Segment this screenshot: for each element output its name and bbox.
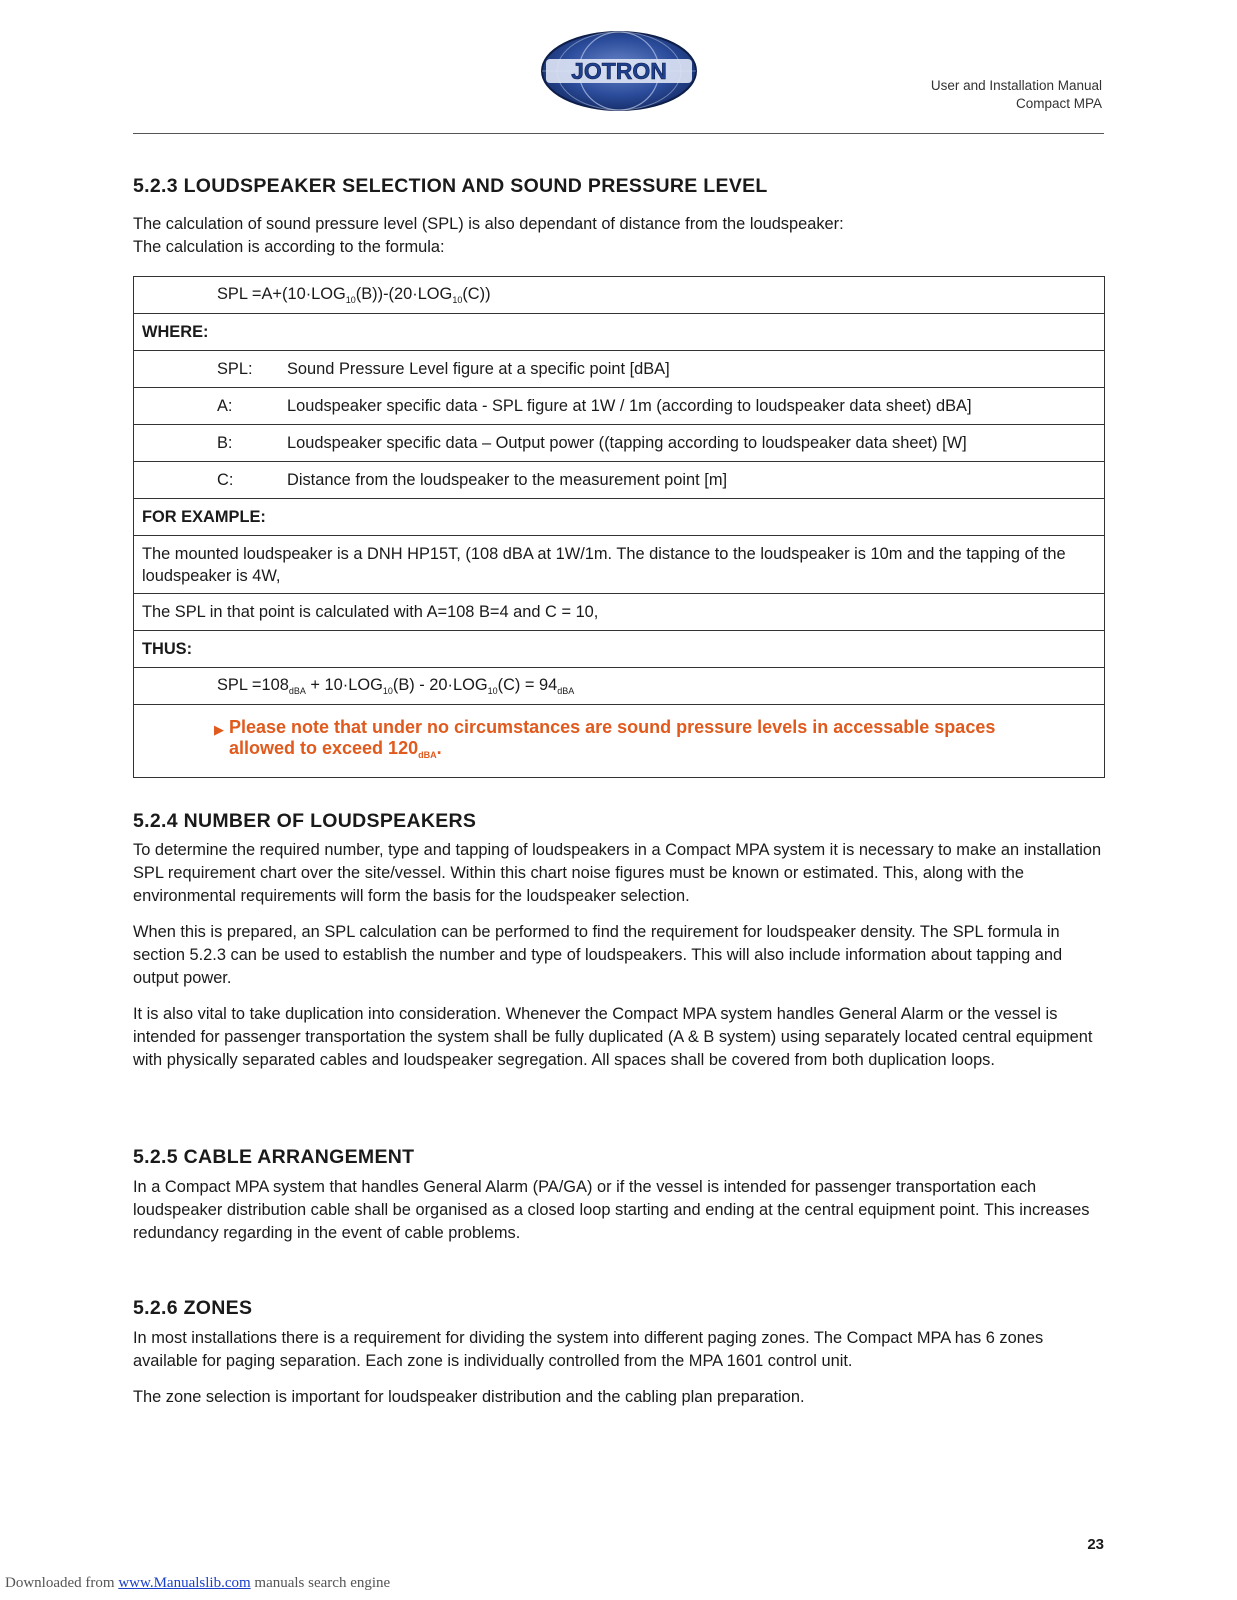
- arrow-right-icon: ▶: [214, 721, 224, 737]
- result-row: [134, 668, 1105, 705]
- page-number: 23: [1087, 1536, 1104, 1553]
- section-heading-524: 5.2.4 NUMBER OF LOUDSPEAKERS: [133, 810, 477, 832]
- footer-suffix: manuals search engine: [250, 1575, 391, 1591]
- section-524-para-3: It is also vital to take duplication into consideration. Whenever the Compact MPA system handles General Alarm or the vessel is intended for passenger transportation the system shall be fully duplicated (A & B system) using separately located central equipment with physically separated cables and loudspeaker segregation. All spaces shall be covered from both duplication loops.: [133, 1005, 1093, 1069]
- example-text-row: [134, 536, 1105, 594]
- section-526-para-1: In most installations there is a requirement for dividing the system into different paging zones. The Compact MPA has 6 zones available for paging separation. Each zone is individually controlled from the MPA 1601 control unit.: [133, 1329, 1044, 1370]
- logo-text: JOTRON: [571, 58, 667, 84]
- warning-line-2: allowed to exceed $120_{dBA}$.: [229, 737, 442, 760]
- product-name: Compact MPA: [1015, 95, 1102, 111]
- variable-row: [134, 425, 1105, 462]
- section-524-para-2: When this is prepared, an SPL calculation can be performed to find the requirement for loudspeaker density. The SPL formula in section 5.2.3 can be used to establish the number and type of loudspeakers. This will also include information about tapping and output power.: [133, 923, 1063, 987]
- where-label: WHERE:: [134, 314, 1105, 351]
- variable-row: [134, 462, 1105, 499]
- formula-row: [134, 277, 1105, 314]
- variable-row: [134, 351, 1105, 388]
- footer-prefix: Downloaded from: [5, 1575, 119, 1591]
- variable-name: A:: [217, 396, 233, 415]
- section-heading-523: 5.2.3 LOUDSPEAKER SELECTION AND SOUND PRESSURE LEVEL: [133, 175, 768, 197]
- section-525-para-1: In a Compact MPA system that handles General Alarm (PA/GA) or if the vessel is intended for passenger transportation each loudspeaker distribution cable shall be organised as a closed loop starting and ending at the central equipment point. This increases redundancy regarding in the event of cable problems.: [133, 1178, 1090, 1242]
- example-calc-row: [134, 594, 1105, 631]
- variable-desc: Loudspeaker specific data – Output power ((tapping according to loudspeaker data sheet) [W]: [287, 433, 967, 452]
- spl-formula-table: [133, 276, 1105, 778]
- variable-name: B:: [217, 433, 233, 452]
- variable-desc: Distance from the loudspeaker to the measurement point [m]: [287, 470, 728, 489]
- section-526-para-2: The zone selection is important for loudspeaker distribution and the cabling plan preparation.: [133, 1388, 805, 1406]
- footer-watermark: [5, 1575, 390, 1592]
- variable-desc: Loudspeaker specific data - SPL figure at 1W / 1m (according to loudspeaker data sheet) dBA]: [287, 396, 972, 415]
- section-heading-525: 5.2.5 CABLE ARRANGEMENT: [133, 1146, 415, 1168]
- where-row: [134, 314, 1105, 351]
- example-calc: The SPL in that point is calculated with A=108 B=4 and C = 10,: [134, 594, 1105, 631]
- jotron-logo: [540, 30, 698, 112]
- variable-name: C:: [217, 470, 234, 489]
- header-divider: [133, 133, 1104, 134]
- example-text: The mounted loudspeaker is a DNH HP15T, (108 dBA at 1W/1m. The distance to the loudspeaker is 10m and the tapping of the loudspeaker is 4W,: [134, 536, 1105, 594]
- example-label: FOR EXAMPLE:: [134, 499, 1105, 536]
- header-meta: [931, 77, 1102, 112]
- warning-line-1: Please note that under no circumstances are sound pressure levels in accessable spaces: [229, 716, 996, 737]
- section-523-intro-2: The calculation is according to the formula:: [133, 238, 445, 256]
- spl-formula: SPL $=A+(10\cdot LOG_{10}(B))-(20\cdot LOG_{10}(C))$: [217, 285, 491, 305]
- section-524-para-1: To determine the required number, type and tapping of loudspeakers in a Compact MPA system it is necessary to make an installation SPL requirement chart over the site/vessel. Within this chart noise figures must be known or estimated. This, along with the environmental requirements will form the basis for the loudspeaker selection.: [133, 841, 1102, 905]
- manualslib-link[interactable]: www.Manualslib.com: [118, 1575, 251, 1591]
- variable-row: [134, 388, 1105, 425]
- warning-note: [134, 717, 1104, 766]
- section-heading-526: 5.2.6 ZONES: [133, 1297, 253, 1319]
- thus-row: [134, 631, 1105, 668]
- thus-label: THUS:: [134, 631, 1105, 668]
- warning-row: [134, 705, 1105, 778]
- variable-name: SPL:: [217, 359, 253, 378]
- example-label-row: [134, 499, 1105, 536]
- variable-desc: Sound Pressure Level figure at a specific point [dBA]: [287, 359, 670, 378]
- section-523-intro-1: The calculation of sound pressure level (SPL) is also dependant of distance from the loudspeaker:: [133, 215, 844, 233]
- spl-result: SPL $=108_{dBA} + 10\cdot LOG_{10}(B) - 20\cdot LOG_{10}(C) = 94_{dBA}$: [217, 676, 575, 696]
- manual-title: User and Installation Manual: [930, 78, 1102, 93]
